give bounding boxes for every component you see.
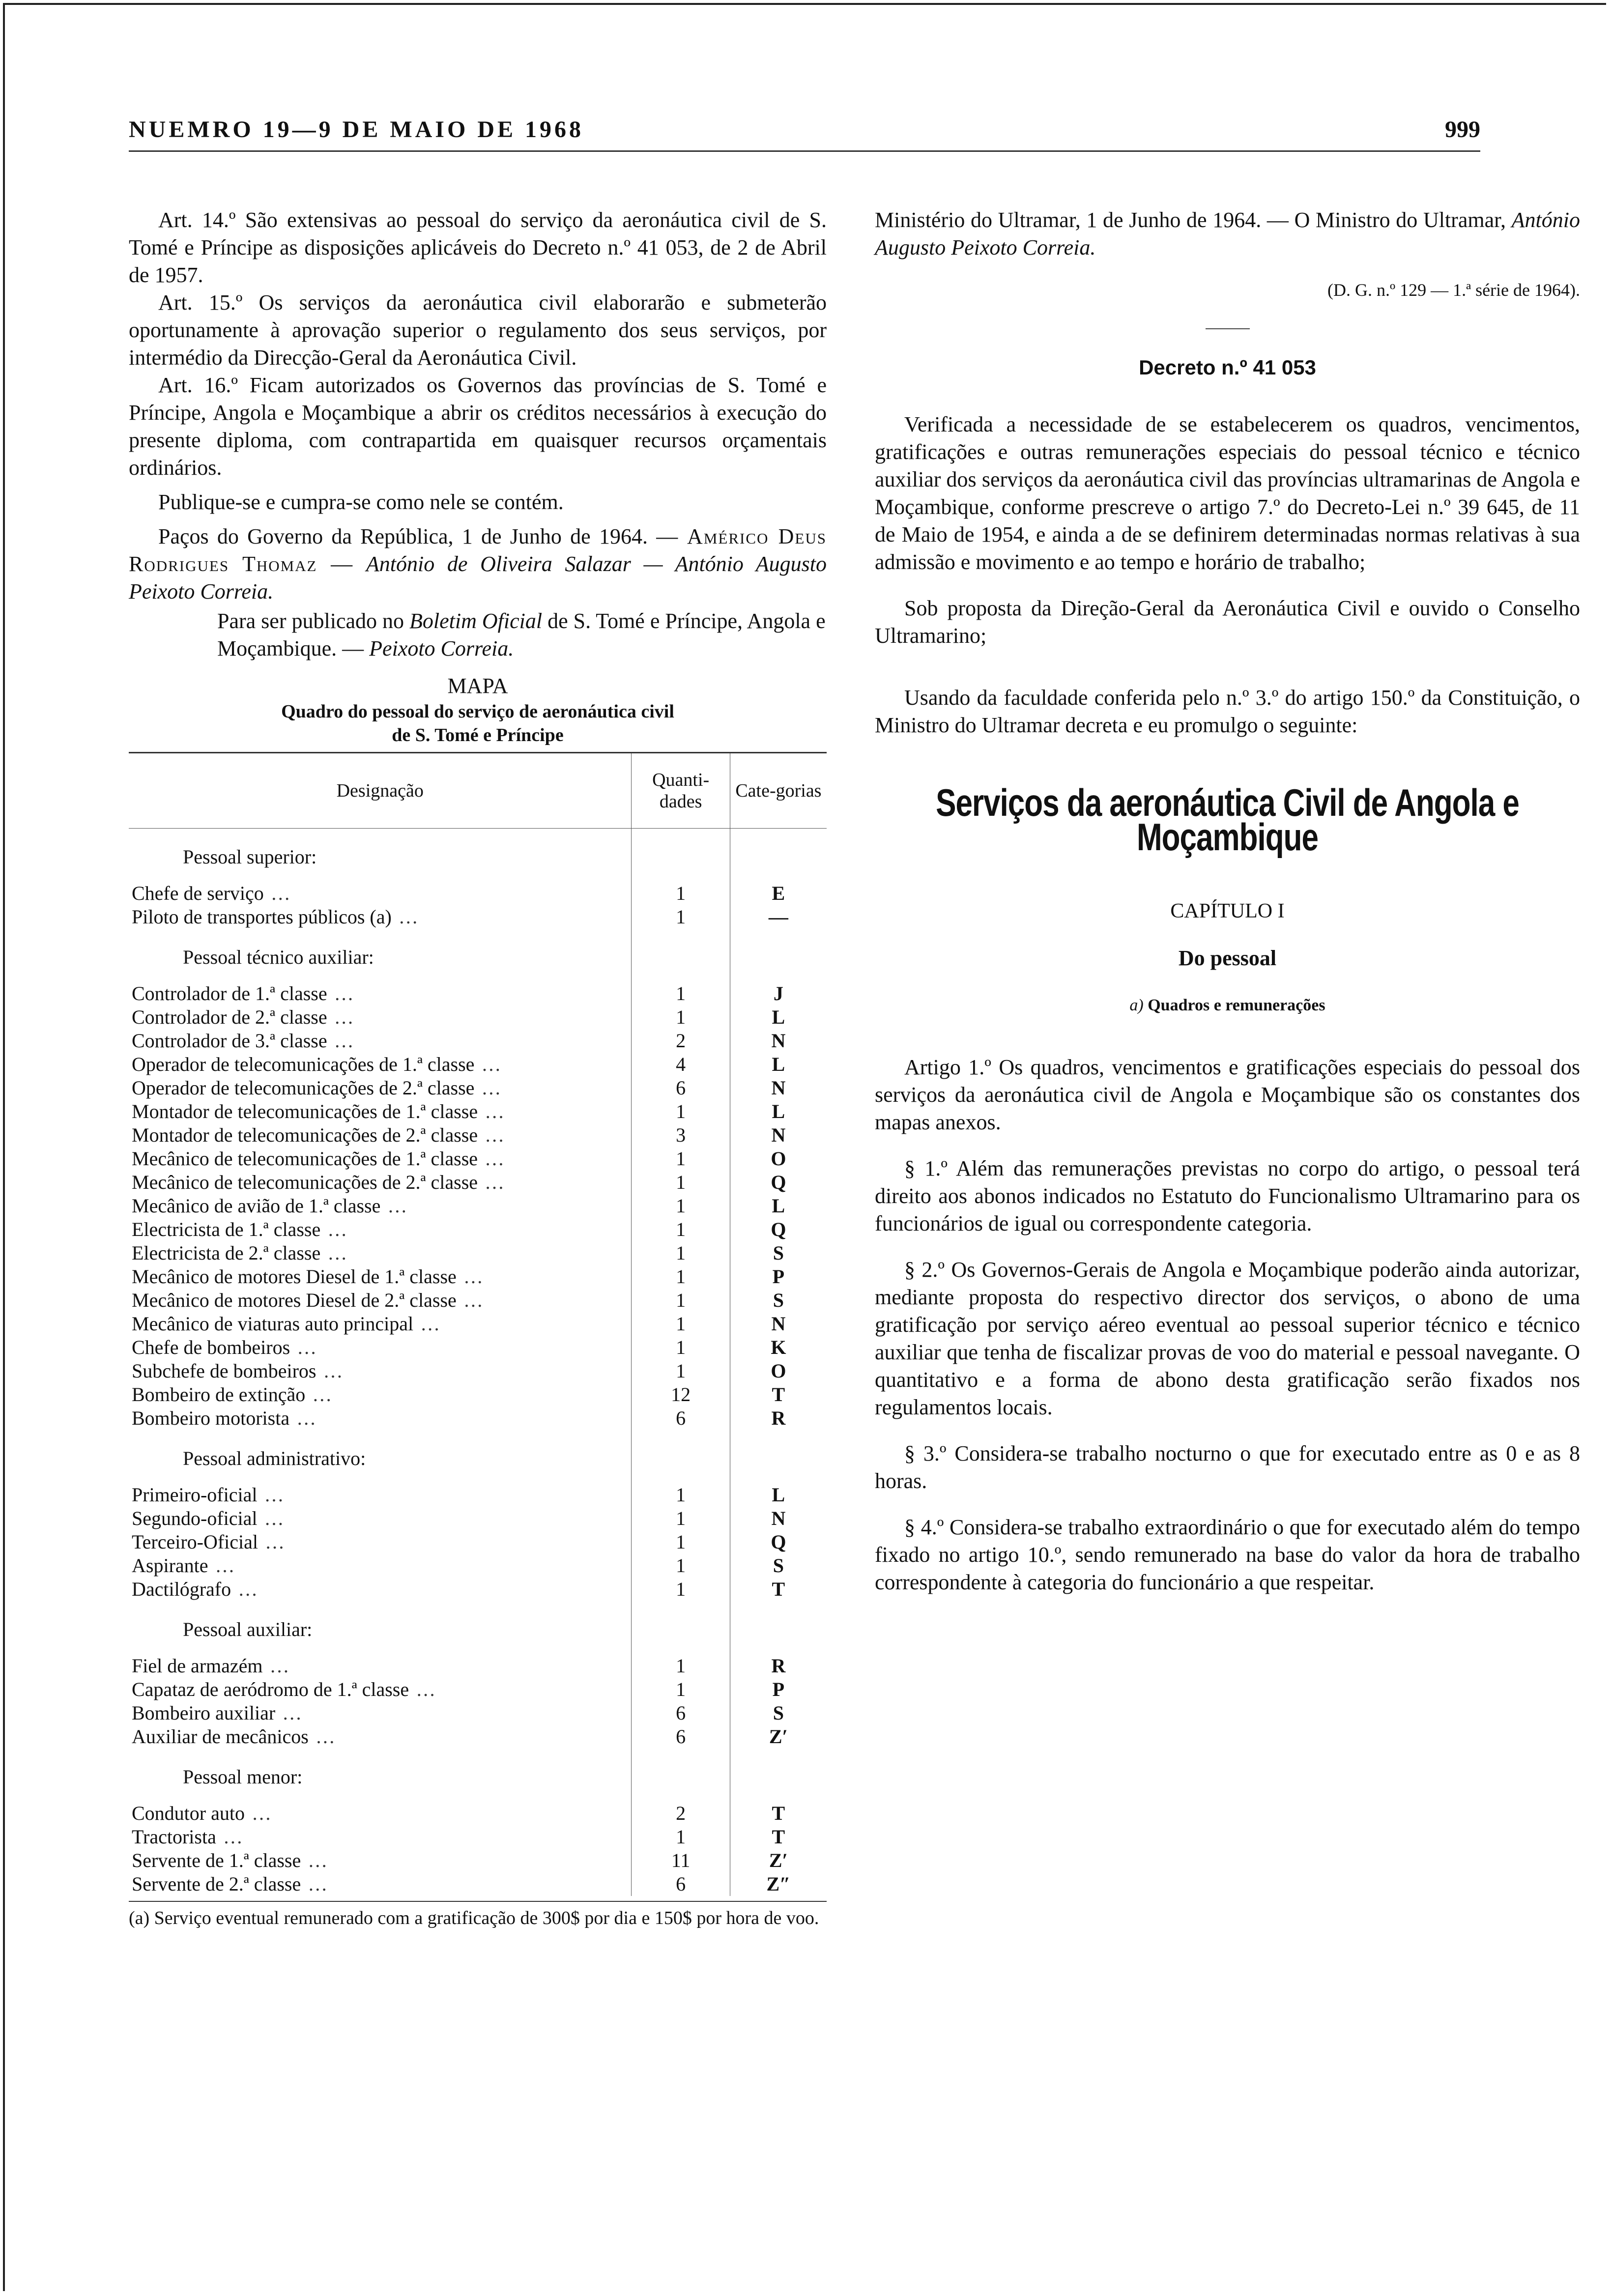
table-row [129, 1530, 827, 1554]
date-line: Paços do Governo da República, 1 de Junho de 1964. [158, 524, 648, 548]
subsection-letter: a) [1129, 996, 1144, 1014]
designation-text: Mecânico de motores Diesel de 2.ª classe [132, 1289, 457, 1311]
designation-cell [129, 1312, 632, 1336]
leader-dots: … [327, 982, 356, 1004]
designation-text: Aspirante [132, 1554, 208, 1577]
table-row [129, 1265, 827, 1289]
quantity-cell: 1 [632, 1654, 730, 1678]
category-cell: — [768, 906, 788, 928]
page-header [129, 116, 1480, 152]
designation-text: Mecânico de viaturas auto principal [132, 1313, 414, 1335]
mapa-subtitle-2: de S. Tomé e Príncipe [392, 725, 564, 746]
page-number: 999 [1445, 116, 1480, 143]
paragraph-1: § 1.º Além das remunerações previstas no corpo do artigo, o pessoal terá direito aos abonos indicados no Estatuto do Funcionalismo Ultramarino para os funcionários de igual ou correspondente categoria. [875, 1156, 1580, 1235]
quantity-cell: 1 [632, 1289, 730, 1312]
col-quantidades: Quanti-dades [632, 753, 730, 829]
leader-dots: … [456, 1289, 485, 1311]
table-row [129, 1100, 827, 1123]
quantity-cell: 6 [632, 1872, 730, 1896]
table-row [129, 1289, 827, 1312]
quantity-cell: 1 [632, 1578, 730, 1601]
designation-text: Fiel de armazém [132, 1655, 263, 1677]
designation-text: Segundo-oficial [132, 1507, 258, 1529]
subsection-heading [875, 992, 1580, 1019]
preamble-1: Verificada a necessidade de se estabelecerem os quadros, vencimentos, gratificações e outras remunerações especiais do pessoal técnico e técnico auxiliar dos serviços da aeronáutica civil das províncias ultramarinas de Angola e Moçambique, conforme prescreve o artigo 7.º do Decreto-Lei n.º 39 645, de 11 de Maio de 1954, e ainda a de se definirem determinadas normas relativas à sua admissão e movimento e ao tempo e horário de trabalho; [875, 412, 1580, 574]
quantity-cell: 1 [632, 1530, 730, 1554]
leader-dots: … [456, 1265, 485, 1288]
boletim-oficial: Boletim Oficial [409, 609, 543, 633]
table-row [129, 1312, 827, 1336]
quantity-cell: 2 [632, 1802, 730, 1825]
col-designacao: Designação [129, 753, 632, 829]
quantity-cell: 1 [632, 1554, 730, 1578]
designation-text: Chefe de bombeiros [132, 1336, 290, 1358]
table-footnote: (a) Serviço eventual remunerado com a gratificação de 300$ por dia e 150$ por hora de voo. [129, 1901, 827, 1929]
quantity-cell: 1 [632, 1194, 730, 1218]
designation-text: Piloto de transportes públicos (a) [132, 906, 392, 928]
designation-text: Controlador de 1.ª classe [132, 982, 327, 1004]
quantity-cell: 1 [632, 1336, 730, 1359]
category-cell: Q [771, 1531, 786, 1553]
paragraph-4: § 4.º Considera-se trabalho extraordinário o que for executado além do tempo fixado no artigo 10.º, sendo remunerado na base do valor da hora de trabalho correspondente à categoria do funcionário a que respeitar. [875, 1515, 1580, 1594]
designation-cell [129, 1383, 632, 1406]
category-cell: Z′ [769, 1849, 788, 1871]
leader-dots: … [290, 1336, 319, 1358]
table-row [129, 1725, 827, 1749]
designation-text: Controlador de 2.ª classe [132, 1006, 327, 1028]
leader-dots: … [257, 1507, 286, 1529]
signature-thomaz: — Américo Deus Rodrigues Thomaz — [129, 524, 827, 576]
designation-text: Mecânico de avião de 1.ª classe [132, 1195, 381, 1217]
category-cell: N [771, 1507, 786, 1529]
leader-dots: … [320, 1242, 349, 1264]
category-cell: Q [771, 1171, 786, 1193]
table-row [129, 1194, 827, 1218]
designation-cell [129, 1406, 632, 1430]
quantity-cell: 3 [632, 1123, 730, 1147]
table-row [129, 1005, 827, 1029]
designation-cell [129, 1725, 632, 1749]
leader-dots: … [413, 1313, 442, 1335]
table-row [129, 1578, 827, 1601]
article-14: Art. 14.º São extensivas ao pessoal do serviço da aeronáutica civil de S. Tomé e Príncipe as disposições aplicáveis do Decreto n.º 41 053, de 2 de Abril de 1957. [129, 208, 827, 287]
designation-cell [129, 1802, 632, 1825]
leader-dots: … [275, 1702, 304, 1724]
designation-cell [129, 1241, 632, 1265]
designation-text: Tractorista [132, 1826, 216, 1848]
leader-dots: … [478, 1171, 507, 1193]
leader-dots: … [380, 1195, 409, 1217]
designation-cell [129, 1578, 632, 1601]
category-cell: K [771, 1336, 786, 1358]
pacos-do-governo [129, 523, 827, 605]
quantity-cell: 12 [632, 1383, 730, 1406]
artigo-1: Artigo 1.º Os quadros, vencimentos e gratificações especiais do pessoal dos serviços da aeronáutica civil de Angola e Moçambique são os constantes dos mapas anexos. [875, 1055, 1580, 1134]
table-row [129, 1849, 827, 1872]
leader-dots: … [289, 1407, 318, 1429]
designation-cell [129, 1053, 632, 1076]
left-column [129, 206, 827, 1929]
quantity-cell: 1 [632, 1147, 730, 1171]
designation-text: Dactilógrafo [132, 1578, 231, 1600]
preamble-2: Sob proposta da Direção-Geral da Aeronáutica Civil e ouvido o Conselho Ultramarino; [875, 596, 1580, 648]
leader-dots: … [327, 1030, 356, 1052]
designation-text: Bombeiro motorista [132, 1407, 290, 1429]
paragraph-3: § 3.º Considera-se trabalho nocturno o que for executado entre as 0 e as 8 horas. [875, 1441, 1580, 1493]
designation-text: Capataz de aeródromo de 1.ª classe [132, 1678, 409, 1700]
mapa-title: MAPA [447, 674, 508, 698]
designation-cell [129, 1507, 632, 1530]
leader-dots: … [316, 1360, 345, 1382]
table-row [129, 882, 827, 905]
table-row [129, 1872, 827, 1896]
table-row [129, 905, 827, 929]
category-cell: S [773, 1702, 784, 1724]
leader-dots: … [308, 1725, 337, 1748]
separator [1206, 328, 1250, 329]
designation-cell [129, 1701, 632, 1725]
category-cell: R [771, 1407, 786, 1429]
publique-se: Publique-se e cumpra-se como nele se contém. [158, 490, 564, 514]
mapa-subtitle-1: Quadro do pessoal do serviço de aeronáutica civil [281, 701, 674, 722]
leader-dots: … [244, 1802, 273, 1824]
section-label: Pessoal auxiliar: [129, 1601, 632, 1654]
designation-cell [129, 1654, 632, 1678]
designation-cell [129, 1872, 632, 1896]
designation-text: Condutor auto [132, 1802, 245, 1824]
designation-cell [129, 1849, 632, 1872]
category-cell: T [772, 1826, 785, 1848]
personnel-table [129, 752, 827, 1896]
designation-cell [129, 1825, 632, 1849]
quantity-cell: 6 [632, 1076, 730, 1100]
quantity-cell: 11 [632, 1849, 730, 1872]
table-row [129, 1147, 827, 1171]
designation-cell [129, 1289, 632, 1312]
table-row [129, 1802, 827, 1825]
leader-dots: … [478, 1100, 507, 1122]
quantity-cell: 1 [632, 1359, 730, 1383]
designation-cell [129, 1265, 632, 1289]
designation-cell [129, 1530, 632, 1554]
designation-text: Chefe de serviço [132, 882, 264, 904]
designation-text: Servente de 1.ª classe [132, 1849, 301, 1871]
table-row [129, 1171, 827, 1194]
table-section [129, 829, 827, 882]
category-cell: Z″ [766, 1873, 791, 1895]
quantity-cell: 1 [632, 1483, 730, 1507]
designation-text: Mecânico de telecomunicações de 1.ª classe [132, 1148, 478, 1170]
category-cell: L [772, 1195, 785, 1217]
designation-text: Operador de telecomunicações de 2.ª classe [132, 1077, 475, 1099]
quantity-cell: 2 [632, 1029, 730, 1053]
designation-text: Servente de 2.ª classe [132, 1873, 301, 1895]
quantity-cell: 1 [632, 1507, 730, 1530]
designation-cell [129, 1678, 632, 1701]
designation-cell [129, 1194, 632, 1218]
designation-cell [129, 1100, 632, 1123]
table-row [129, 1336, 827, 1359]
right-column [875, 206, 1580, 1615]
designation-cell [129, 1171, 632, 1194]
table-body [129, 829, 827, 1896]
designation-text: Electricista de 1.ª classe [132, 1218, 321, 1240]
table-section [129, 1601, 827, 1654]
section-label: Pessoal superior: [129, 829, 632, 882]
quantity-cell: 1 [632, 1312, 730, 1336]
quantity-cell: 6 [632, 1701, 730, 1725]
designation-text: Montador de telecomunicações de 1.ª classe [132, 1100, 478, 1122]
table-row [129, 1123, 827, 1147]
publish-signer: Peixoto Correia. [369, 636, 514, 660]
designation-cell [129, 982, 632, 1005]
table-row [129, 1507, 827, 1530]
quantity-cell: 1 [632, 982, 730, 1005]
leader-dots: … [231, 1578, 260, 1600]
table-row [129, 1678, 827, 1701]
designation-cell [129, 1076, 632, 1100]
leader-dots: … [478, 1124, 507, 1146]
table-row [129, 1383, 827, 1406]
table-row [129, 1053, 827, 1076]
table-row [129, 1701, 827, 1725]
section-label: Pessoal técnico auxiliar: [129, 929, 632, 982]
category-cell: L [772, 1484, 785, 1506]
ministerio-text: Ministério do Ultramar, 1 de Junho de 1964. — O Ministro do Ultramar, [875, 208, 1506, 232]
designation-text: Subchefe de bombeiros [132, 1360, 317, 1382]
category-cell: N [771, 1313, 786, 1335]
table-row [129, 982, 827, 1005]
designation-text: Auxiliar de mecânicos [132, 1725, 309, 1748]
category-cell: P [772, 1678, 785, 1700]
designation-cell [129, 1147, 632, 1171]
table-row [129, 1554, 827, 1578]
category-cell: N [771, 1077, 786, 1099]
category-cell: N [771, 1030, 786, 1052]
quantity-cell: 4 [632, 1053, 730, 1076]
designation-cell [129, 1359, 632, 1383]
category-cell: L [772, 1053, 785, 1075]
category-cell: R [771, 1655, 786, 1677]
minister-name: António Augusto Peixoto Correia. [875, 208, 1580, 259]
issue-date: NUEMRO 19—9 DE MAIO DE 1968 [129, 116, 584, 143]
category-cell: T [772, 1578, 785, 1600]
leader-dots: … [478, 1148, 507, 1170]
quantity-cell: 1 [632, 1005, 730, 1029]
chapter-title: Do pessoal [1178, 946, 1277, 970]
category-cell: Q [771, 1218, 786, 1240]
quantity-cell: 1 [632, 1100, 730, 1123]
signature-salazar-correia: António de Oliveira Salazar — António Augusto Peixoto Correia. [129, 552, 827, 603]
designation-cell [129, 1483, 632, 1507]
category-cell: P [772, 1265, 785, 1288]
designation-cell [129, 1029, 632, 1053]
section-title: Serviços da aeronáutica Civil de Angola e Moçambique [936, 782, 1519, 859]
designation-text: Operador de telecomunicações de 1.ª classe [132, 1053, 475, 1075]
leader-dots: … [409, 1678, 438, 1700]
col-categorias: Cate-gorias [730, 753, 827, 829]
section-label: Pessoal administrativo: [129, 1430, 632, 1483]
publish-rest: de S. Tomé e Príncipe, Angola e Moçambique. — [217, 609, 826, 660]
designation-text: Mecânico de telecomunicações de 2.ª classe [132, 1171, 478, 1193]
leader-dots: … [391, 906, 420, 928]
quantity-cell: 6 [632, 1725, 730, 1749]
table-row [129, 1241, 827, 1265]
quantity-cell: 1 [632, 1825, 730, 1849]
category-cell: S [773, 1554, 784, 1577]
leader-dots: … [474, 1077, 503, 1099]
leader-dots: … [262, 1655, 291, 1677]
leader-dots: … [258, 1531, 287, 1553]
designation-cell [129, 1336, 632, 1359]
category-cell: N [771, 1124, 786, 1146]
category-cell: J [773, 982, 783, 1004]
leader-dots: … [305, 1383, 334, 1406]
designation-cell [129, 905, 632, 929]
ministerio-line [875, 206, 1580, 261]
table-row [129, 1076, 827, 1100]
designation-text: Controlador de 3.ª classe [132, 1030, 327, 1052]
category-cell: O [771, 1360, 786, 1382]
designation-cell [129, 1123, 632, 1147]
quantity-cell: 1 [632, 1241, 730, 1265]
quantity-cell: 1 [632, 1218, 730, 1241]
designation-text: Bombeiro de extinção [132, 1383, 306, 1406]
quantity-cell: 1 [632, 1678, 730, 1701]
category-cell: L [772, 1100, 785, 1122]
designation-cell [129, 1218, 632, 1241]
table-row [129, 1218, 827, 1241]
category-cell: T [772, 1383, 785, 1406]
article-15: Art. 15.º Os serviços da aeronáutica civil elaborarão e submeterão oportunamente à aprovação superior o regulamento dos seus serviços, por intermédio da Direcção-Geral da Aeronáutica Civil. [129, 290, 827, 370]
leader-dots: … [257, 1484, 286, 1506]
leader-dots: … [301, 1873, 330, 1895]
category-cell: L [772, 1006, 785, 1028]
quantity-cell: 1 [632, 882, 730, 905]
designation-cell [129, 1005, 632, 1029]
decree-title: Decreto n.º 41 053 [1139, 356, 1316, 379]
table-section [129, 1430, 827, 1483]
designation-cell [129, 882, 632, 905]
table-section [129, 929, 827, 982]
table-row [129, 1825, 827, 1849]
publish-text: Para ser publicado no [217, 609, 404, 633]
article-16: Art. 16.º Ficam autorizados os Governos das províncias de S. Tomé e Príncipe, Angola e Moçambique a abrir os créditos necessários à execução do presente diploma, com contrapartida em quaisquer recursos orçamentais ordinários. [129, 373, 827, 480]
diario-reference: (D. G. n.º 129 — 1.ª série de 1964). [1327, 280, 1580, 300]
designation-text: Bombeiro auxiliar [132, 1702, 276, 1724]
designation-text: Electricista de 2.ª classe [132, 1242, 321, 1264]
category-cell: T [772, 1802, 785, 1824]
leader-dots: … [474, 1053, 503, 1075]
quantity-cell: 1 [632, 1265, 730, 1289]
table-section [129, 1749, 827, 1802]
quantity-cell: 1 [632, 1171, 730, 1194]
table-row [129, 1406, 827, 1430]
leader-dots: … [208, 1554, 237, 1577]
category-cell: E [772, 882, 785, 904]
category-cell: O [771, 1148, 786, 1170]
chapter-heading: CAPÍTULO I [1170, 900, 1285, 922]
leader-dots: … [320, 1218, 349, 1240]
leader-dots: … [216, 1826, 245, 1848]
quantity-cell: 6 [632, 1406, 730, 1430]
section-label: Pessoal menor: [129, 1749, 632, 1802]
leader-dots: … [301, 1849, 330, 1871]
preamble-3: Usando da faculdade conferida pelo n.º 3.º do artigo 150.º da Constituição, o Ministro do Ultramar decreta e eu promulgo o seguinte: [875, 686, 1580, 737]
category-cell: Z′ [769, 1725, 788, 1748]
table-row [129, 1654, 827, 1678]
paragraph-2: § 2.º Os Governos-Gerais de Angola e Moçambique poderão ainda autorizar, mediante proposta do respectivo director dos serviços, o abono de uma gratificação por serviço aéreo eventual ao pessoal superior técnico e técnico auxiliar que tenha de fiscalizar provas de voo do material e pessoal navegante. O quantitativo e a forma de abono desta gratificação serão fixados nos regulamentos locais. [875, 1258, 1580, 1419]
category-cell: S [773, 1289, 784, 1311]
designation-text: Mecânico de motores Diesel de 1.ª classe [132, 1265, 457, 1288]
designation-text: Primeiro-oficial [132, 1484, 258, 1506]
table-row [129, 1359, 827, 1383]
table-row [129, 1483, 827, 1507]
quantity-cell: 1 [632, 905, 730, 929]
table-row [129, 1029, 827, 1053]
designation-text: Terceiro-Oficial [132, 1531, 259, 1553]
leader-dots: … [327, 1006, 356, 1028]
category-cell: S [773, 1242, 784, 1264]
subsection-title: Quadros e remunerações [1148, 996, 1325, 1014]
designation-cell [129, 1554, 632, 1578]
leader-dots: … [263, 882, 292, 904]
designation-text: Montador de telecomunicações de 2.ª classe [132, 1124, 478, 1146]
publication-note [217, 607, 827, 662]
